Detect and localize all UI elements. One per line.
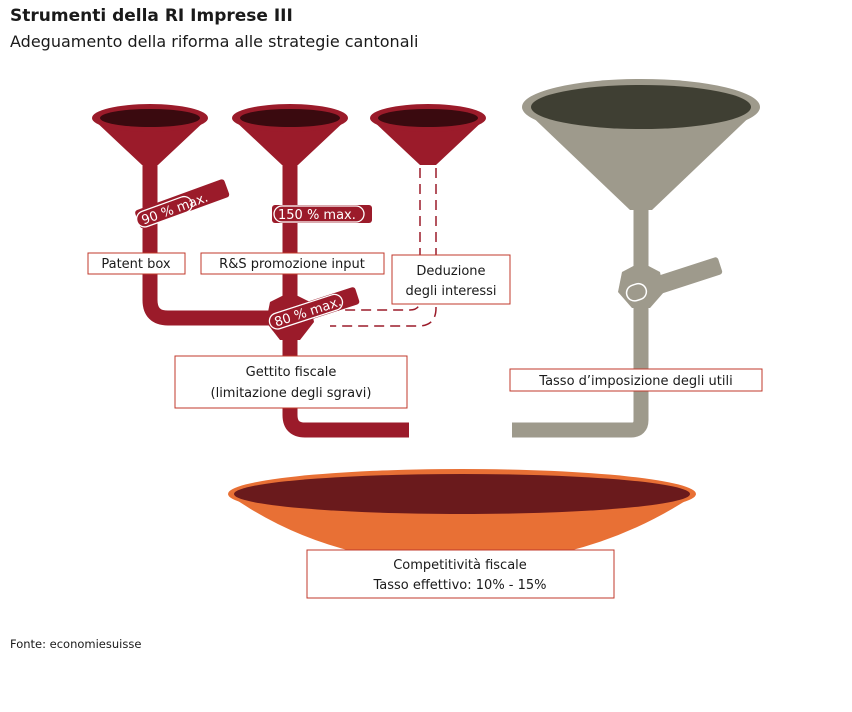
valve-label-patent-box: 90 % max.	[139, 190, 211, 229]
svg-text:Patent box: Patent box	[101, 257, 171, 272]
page-subtitle: Adeguamento della riforma alle strategie cantonali	[10, 32, 419, 51]
svg-text:Tasso effettivo: 10% - 15%: Tasso effettivo: 10% - 15%	[373, 578, 547, 593]
svg-text:Deduzione: Deduzione	[416, 264, 486, 279]
funnel-rs-input	[232, 104, 348, 165]
svg-text:Tasso d’imposizione degli util: Tasso d’imposizione degli utili	[539, 374, 733, 389]
label-rs-input	[201, 253, 384, 274]
svg-text:Competitività fiscale: Competitività fiscale	[393, 558, 527, 573]
valve-gettito	[266, 286, 360, 340]
svg-text:R&S promozione input: R&S promozione input	[219, 257, 365, 272]
page-title: Strumenti della RI Imprese III	[10, 6, 293, 26]
competitivita-pool	[228, 469, 696, 552]
valve-label-rs-input: 150 % max.	[278, 208, 356, 223]
label-tasso-utili	[510, 369, 762, 391]
svg-text:(limitazione degli sgravi): (limitazione degli sgravi)	[210, 386, 372, 401]
valve-label-gettito: 80 % max.	[272, 294, 344, 331]
label-competitivita	[307, 550, 614, 598]
source-note: Fonte: economiesuisse	[10, 637, 142, 651]
svg-text:Gettito fiscale: Gettito fiscale	[245, 365, 337, 380]
valve-rs-input	[272, 205, 372, 223]
label-gettito	[175, 356, 407, 408]
label-deduzione	[392, 255, 510, 304]
svg-text:degli interessi: degli interessi	[405, 284, 497, 299]
funnel-deduzione	[370, 104, 486, 165]
label-patent-box	[88, 253, 185, 274]
funnel-patent-box	[92, 104, 208, 165]
